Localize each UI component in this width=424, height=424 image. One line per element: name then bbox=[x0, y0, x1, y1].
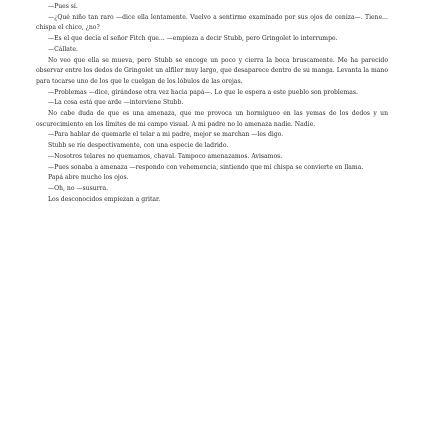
paragraph: —Para hablar de quemarle el telar a mi padre, mejor se marchan —les digo. bbox=[48, 131, 284, 139]
paragraph: Los desconocidos empiezan a gritar. bbox=[48, 195, 161, 203]
paragraph: —Nosotros telares no quemamos, chaval. Tampoco amenazamos. Avisamos. bbox=[48, 152, 283, 160]
paragraph: No veo que ella se mueva, pero Stubb se encoge un poco y cierra la boca bruscamente. Me ha parecido observar entre los dedos de Gringolet un alfiler muy largo, que desaparece dentro de su manga. Levanta la mano para tocarse uno de los que le cuelgan de los lóbulos de las orejas. bbox=[36, 56, 388, 85]
paragraph: —Pues sí. bbox=[48, 3, 78, 10]
paragraph: Papá abre mucho los ojos. bbox=[48, 174, 129, 182]
paragraph: —Oh, no —susurra. bbox=[48, 184, 109, 192]
paragraph: Stubb se ríe despectivamente, con una especie de ladrido. bbox=[48, 142, 229, 150]
paragraph: —Cállate. bbox=[48, 45, 78, 53]
paragraph: —Pues sonaba a amenaza —respondo con vehemencia, sintiendo que mi chispa se convierte en llama. bbox=[48, 163, 364, 171]
paragraph: —Problemas —dice, girándose otra vez hacia papá—. Lo que le espera a este pueblo son problemas. bbox=[48, 88, 358, 96]
paragraph: —¿Qué niño tan raro —dice ella lentamente. Vuelvo a sentirme examinado por sus ojos de ceniza—. Tiene... chispa el chico, ¿no? bbox=[36, 13, 388, 32]
paragraph: —Es el que decía el señor Fitch que... —empieza a decir Stubb, pero Gringolet lo interrumpe. bbox=[48, 35, 338, 43]
paragraph: —La cosa está que arde —interviene Stubb. bbox=[48, 99, 184, 107]
paragraph: No cabe duda de que es una amenaza, que me provoca un hormigueo en las yemas de los dedos y un oscurecimiento en los límites de mi campo visual. A mi padre no lo amenaza nadie. Nadie. bbox=[36, 110, 388, 128]
